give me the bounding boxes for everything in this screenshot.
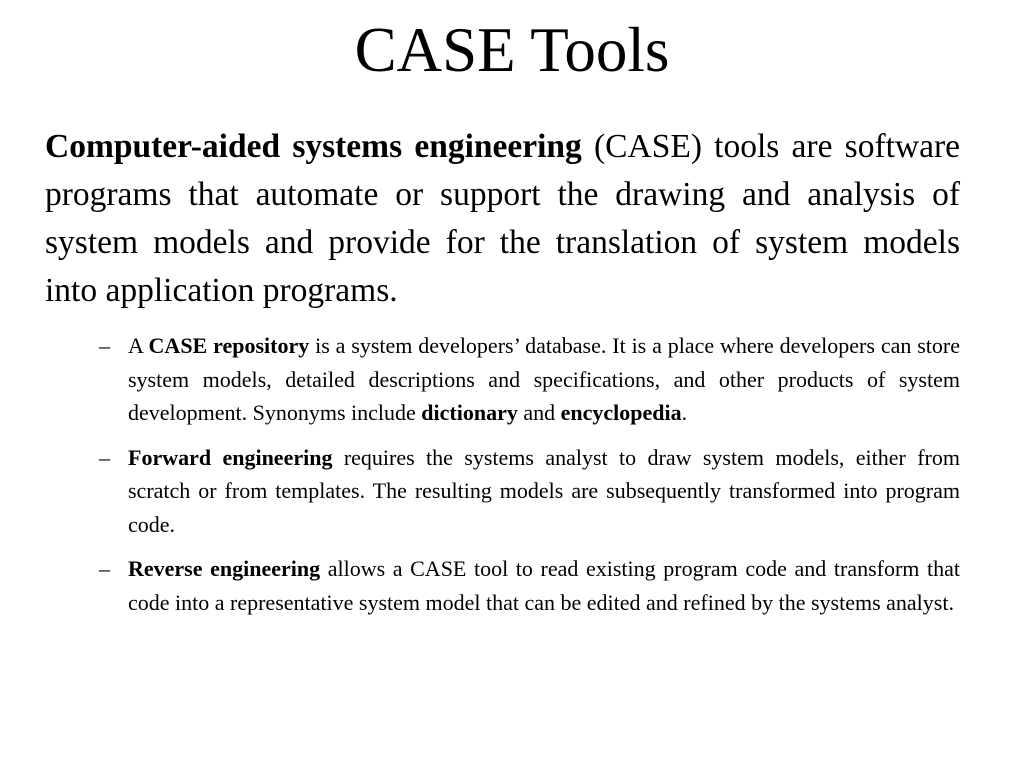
bullet-case-repository (0, 329, 1024, 430)
bullet-text-part: requires the systems analyst to draw system models, either from scratch or from templates. The resulting models are subsequently transformed into program code. (128, 444, 960, 537)
term-reverse-engineering: Reverse engineering (128, 556, 321, 581)
intro-paragraph (45, 123, 960, 315)
intro-text: (CASE) tools are software programs that automate or support the drawing and analysis of system models and provide for the translation of system models into application programs. (45, 128, 960, 309)
bullet-dash: – (99, 444, 110, 470)
term-dictionary: dictionary (421, 400, 518, 425)
bullet-text (128, 329, 960, 430)
term-case-repository: CASE repository (148, 333, 310, 358)
bullet-text-part: A (128, 333, 149, 358)
bullet-reverse-engineering (0, 552, 1024, 619)
bullet-text-part: . (681, 400, 688, 425)
bullet-list (0, 329, 1024, 630)
bullet-dash: – (99, 556, 110, 581)
bullet-text-part: and (517, 400, 561, 425)
bullet-dash: – (99, 333, 110, 358)
term-forward-engineering: Forward engineering (128, 444, 333, 470)
intro-term: Computer-aided systems engineering (45, 128, 582, 165)
bullet-text-part: is a system developers’ database. It is a place where developers can store system models, detailed descriptions and specifications, and other products of system development. Synonyms include (128, 333, 960, 425)
bullet-text (128, 552, 960, 619)
bullet-text-part: allows a CASE tool to read existing program code and transform that code into a representative system model that can be edited and refined by the systems analyst. (128, 556, 960, 615)
bullet-text (128, 441, 960, 542)
term-encyclopedia: encyclopedia (560, 400, 682, 425)
slide-title: CASE Tools (354, 15, 670, 85)
bullet-forward-engineering (0, 441, 1024, 542)
